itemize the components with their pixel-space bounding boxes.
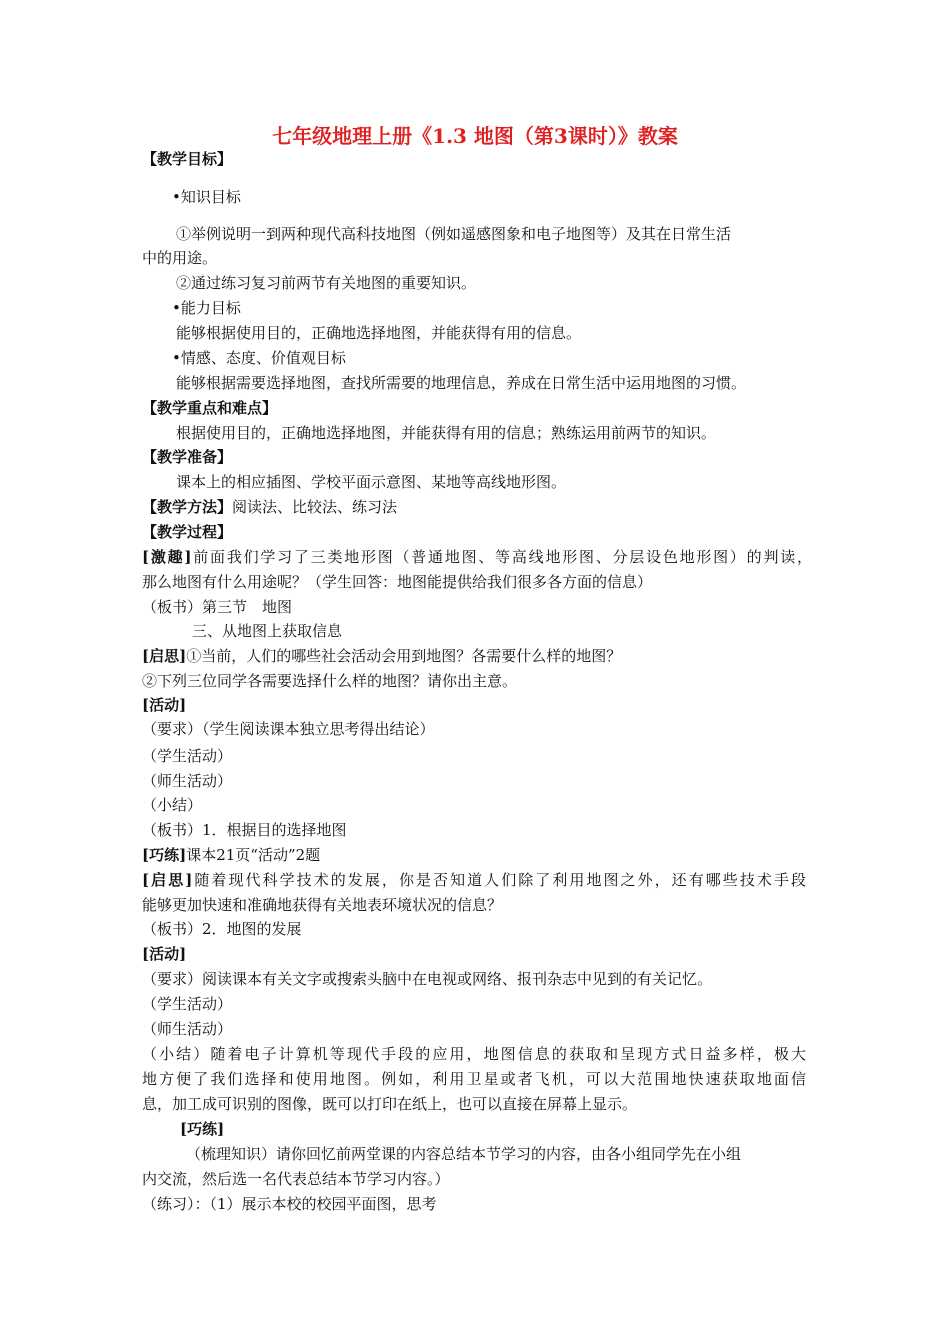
activity-1-teacher: （师生活动） [142,772,233,790]
activity-2-teacher: （师生活动） [142,1020,233,1038]
qisi-1-line-2: ②下列三位同学各需要选择什么样的地图？请你出主意。 [142,672,518,690]
qiaolian-1-text: 课本21页“活动”2题 [186,846,321,864]
activity-1-summary: （小结） [142,796,203,814]
heading-teaching-goals: 【教学目标】 [142,150,233,168]
heading-process: 【教学过程】 [142,523,233,541]
jiqu-text-1: 前面我们学习了三类地形图（普通地图、等高线地形图、分层设色地形图）的判读， [191,548,812,566]
qisi-1-text-1: ①当前，人们的哪些社会活动会用到地图？各需要什么样的地图？ [186,647,622,665]
qisi-2-line-2: 能够更加快速和准确地获得有关地表环境状况的信息？ [142,896,503,914]
knowledge-goal-1-line-1: ①举例说明一到两种现代高科技地图（例如遥感图象和电子地图等）及其在日常生活 [176,225,732,243]
ability-goal-label: •能力目标 [172,299,241,317]
key-points-text: 根据使用目的，正确地选择地图，并能获得有用的信息；熟练运用前两节的知识。 [176,424,717,442]
ability-goal-text: 能够根据使用目的，正确地选择地图，并能获得有用的信息。 [176,324,582,342]
board-note-1-sub: 三、从地图上获取信息 [192,622,343,640]
activity-1-requirement: （要求）（学生阅读课本独立思考得出结论） [142,720,435,738]
preparation-text: 课本上的相应插图、学校平面示意图、某地等高线地形图。 [176,473,567,491]
qisi-2-tag: [启思] [142,871,193,889]
board-note-3: （板书）2．地图的发展 [142,920,302,938]
heading-method: 【教学方法】 [142,498,233,516]
qisi-1-tag: [启思] [142,647,187,665]
method-line [142,496,397,518]
qiaolian-1-line [142,844,320,866]
knowledge-goal-2: ②通过练习复习前两节有关地图的重要知识。 [176,274,477,292]
review-line-1: （梳理知识）请你回忆前两堂课的内容总结本节学习的内容，由各小组同学先在小组 [186,1145,742,1163]
activity-2-summary-line-2: 地方便了我们选择和使用地图。例如，利用卫星或者飞机，可以大范围地快速获取地面信 [142,1070,806,1088]
emotion-goal-text: 能够根据需要选择地图，查找所需要的地理信息，养成在日常生活中运用地图的习惯。 [176,374,747,392]
activity-2-student: （学生活动） [142,995,233,1013]
review-line-2: 内交流，然后选一名代表总结本节学习内容。） [142,1170,450,1188]
heading-key-points: 【教学重点和难点】 [142,399,278,417]
qisi-2-text-1: 随着现代科学技术的发展，你是否知道人们除了利用地图之外，还有哪些技术手段 [192,871,806,889]
activity-2-tag: [活动] [142,945,187,963]
knowledge-goal-1-line-2: 中的用途。 [142,249,218,267]
qisi-1-line-1 [142,645,621,667]
activity-2-requirement: （要求）阅读课本有关文字或搜索头脑中在电视或网络、报刊杂志中见到的有关记忆。 [142,970,713,988]
emotion-goal-label: •情感、态度、价值观目标 [172,349,346,367]
document-title: 七年级地理上册《1.3 地图（第3课时）》教案 [272,124,678,148]
activity-2-summary-line-1: （小结）随着电子计算机等现代手段的应用，地图信息的获取和呈现方式日益多样，极大 [142,1045,806,1063]
qisi-2-line-1 [142,869,806,891]
exercise-line: （练习）：（1）展示本校的校园平面图，思考 [142,1195,437,1213]
activity-2-summary-line-3: 息，加工成可识别的图像，既可以打印在纸上，也可以直接在屏幕上显示。 [142,1095,638,1113]
jiqu-line-2: 那么地图有什么用途呢？（学生回答：地图能提供给我们很多各方面的信息） [142,573,653,591]
board-note-1: （板书）第三节 地图 [142,598,293,616]
jiqu-line-1 [142,546,812,568]
qiaolian-1-tag: [巧练] [142,846,187,864]
board-note-2: （板书）1．根据目的选择地图 [142,821,347,839]
knowledge-goal-label: •知识目标 [172,188,241,206]
activity-1-tag: [活动] [142,696,187,714]
activity-1-student: （学生活动） [142,747,233,765]
jiqu-tag: [激趣] [142,548,192,566]
heading-preparation: 【教学准备】 [142,448,233,466]
qiaolian-2-tag: [巧练] [180,1120,225,1138]
method-text: 阅读法、比较法、练习法 [232,498,398,516]
